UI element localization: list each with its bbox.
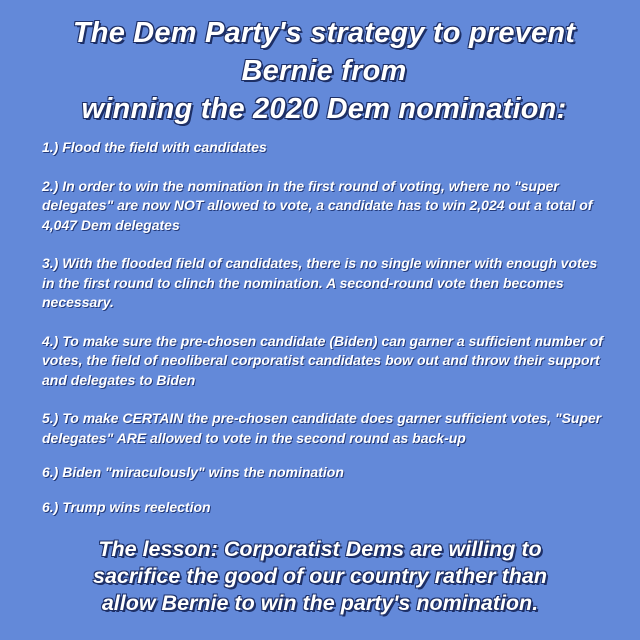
- lesson-line-1: The lesson: Corporatist Dems are willing to: [98, 537, 542, 561]
- poster-title: [42, 14, 606, 128]
- step-item-2: 2.) In order to win the nomination in the first round of voting, where no "super delegates" are now NOT allowed to vote, a candidate has to win 2,024 out a total of 4,047 Dem delegates: [42, 177, 593, 233]
- step-item-3: 3.) With the flooded field of candidates, there is no single winner with enough votes in the first round to clinch the nomination. A second-round vote then becomes necessary.: [42, 255, 598, 310]
- step-item-7: 6.) Trump wins reelection: [42, 498, 211, 515]
- step-item-5: 5.) To make CERTAIN the pre-chosen candidate does garner sufficient votes, "Super delegates" ARE allowed to vote in the second round as back-up: [42, 410, 602, 446]
- step-item-4: 4.) To make sure the pre-chosen candidate (Biden) can garner a sufficient number of votes, the field of neoliberal corporatist candidates bow out and throw their support and delegates to Biden: [42, 332, 603, 388]
- lesson-line-2: sacrifice the good of our country rather than: [93, 564, 547, 588]
- title-line-3: winning the 2020 Dem nomination:: [81, 93, 567, 125]
- step-item-6: 6.) Biden "miraculously" wins the nomination: [42, 464, 344, 480]
- strategy-steps: [42, 138, 606, 517]
- title-line-1: The Dem Party's strategy to prevent: [72, 17, 576, 49]
- title-line-2: Bernie from: [241, 55, 407, 87]
- lesson-text: [40, 536, 600, 617]
- lesson-line-3: allow Bernie to win the party's nomination.: [101, 591, 539, 615]
- step-item-1: 1.) Flood the field with candidates: [42, 139, 267, 155]
